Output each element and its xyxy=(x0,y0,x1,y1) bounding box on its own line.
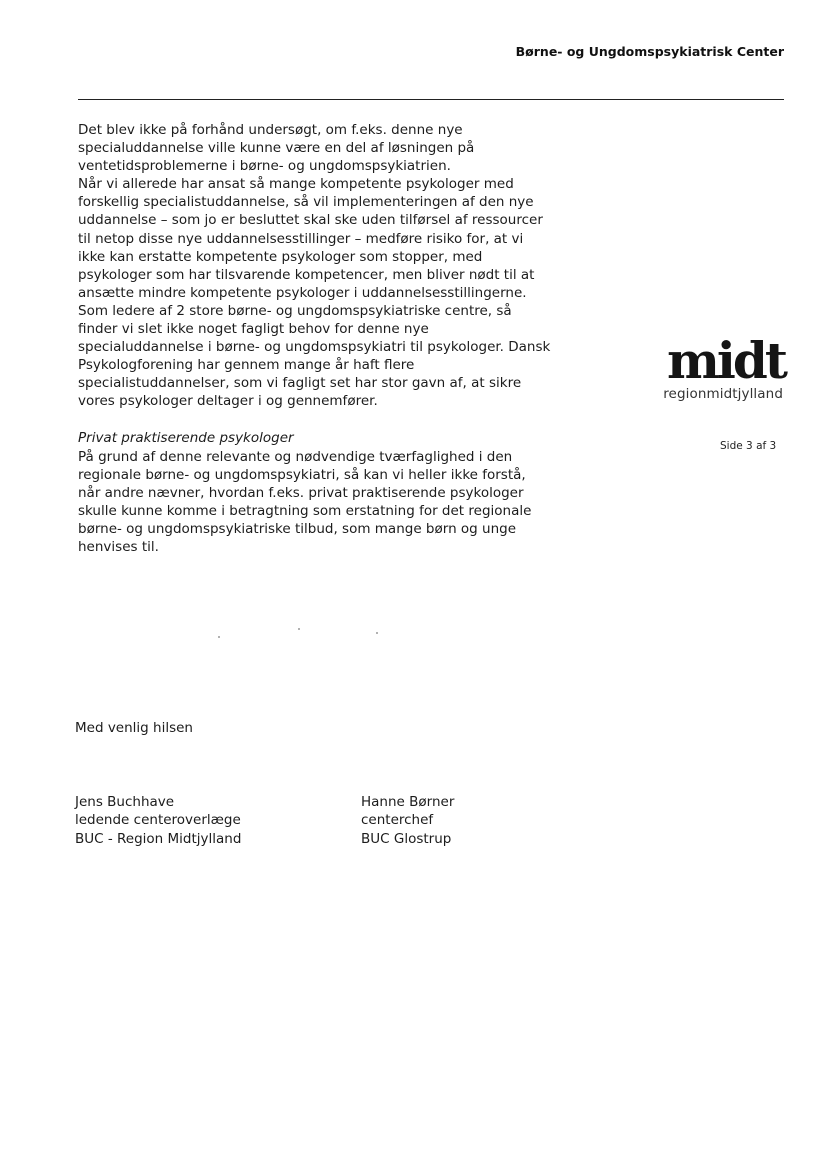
body-line: forskellig specialistuddannelse, så vil implementeringen af den nye xyxy=(78,194,534,211)
body-paragraph xyxy=(78,121,593,411)
section-line: når andre nævner, hvordan f.eks. privat praktiserende psykologer xyxy=(78,485,524,502)
body-line: ventetidsproblemerne i børne- og ungdomspsykiatrien. xyxy=(78,158,451,175)
body-line: specialistuddannelser, som vi fagligt set har stor gavn af, at sikre xyxy=(78,375,522,392)
body-line: uddannelse – som jo er besluttet skal ske uden tilførsel af ressourcer xyxy=(78,212,543,229)
body-line: ikke kan erstatte kompetente psykologer som stopper, med xyxy=(78,248,483,265)
logo-subtitle: regionmidtjylland xyxy=(663,386,783,402)
body-line: specialuddannelse ville kunne være en del af løsningen på xyxy=(78,140,475,157)
page-number: Side 3 af 3 xyxy=(720,440,777,452)
signer-title: ledende centeroverlæge xyxy=(75,812,241,829)
signer-organization: BUC - Region Midtjylland xyxy=(75,830,242,847)
scan-speck xyxy=(298,628,300,630)
body-line: Det blev ikke på forhånd undersøgt, om f.eks. denne nye xyxy=(78,122,463,138)
header-divider xyxy=(78,99,784,100)
body-line: Når vi allerede har ansat så mange kompetente psykologer med xyxy=(78,176,514,193)
body-line: ansætte mindre kompetente psykologer i uddannelsesstillingerne. xyxy=(78,284,527,301)
body-line: Som ledere af 2 store børne- og ungdomspsykiatriske centre, så xyxy=(78,302,512,319)
section-paragraph xyxy=(78,448,593,557)
signer-name: Jens Buchhave xyxy=(75,794,175,810)
body-line: finder vi slet ikke noget fagligt behov for denne nye xyxy=(78,321,429,338)
section-heading: Privat praktiserende psykologer xyxy=(78,430,294,446)
section-line: På grund af denne relevante og nødvendige tværfaglighed i den xyxy=(78,449,513,465)
closing-salutation: Med venlig hilsen xyxy=(75,720,193,736)
body-line: til netop disse nye uddannelsesstillinger – medføre risiko for, at vi xyxy=(78,230,524,247)
body-line: specialuddannelse i børne- og ungdomspsykiatri til psykologer. Dansk xyxy=(78,339,551,356)
section-line: børne- og ungdomspsykiatriske tilbud, som mange børn og unge xyxy=(78,521,517,538)
header-title: Børne- og Ungdomspsykiatrisk Center xyxy=(515,44,784,59)
logo-wordmark: midt xyxy=(667,331,785,390)
signature-left xyxy=(75,793,241,848)
signer-name: Hanne Børner xyxy=(361,794,455,810)
section-line: henvises til. xyxy=(78,539,159,556)
section-line: skulle kunne komme i betragtning som erstatning for det regionale xyxy=(78,503,532,520)
body-line: psykologer som har tilsvarende kompetencer, men bliver nødt til at xyxy=(78,266,535,283)
body-line: Psykologforening har gennem mange år haft flere xyxy=(78,357,415,374)
signature-right xyxy=(361,793,454,848)
scan-speck xyxy=(376,632,378,634)
section-line: regionale børne- og ungdomspsykiatri, så kan vi heller ikke forstå, xyxy=(78,467,526,484)
body-line: vores psykologer deltager i og gennemfører. xyxy=(78,393,378,410)
scan-speck xyxy=(218,636,220,638)
region-midtjylland-logo xyxy=(640,331,785,407)
signer-title: centerchef xyxy=(361,812,434,829)
signer-organization: BUC Glostrup xyxy=(361,830,452,847)
